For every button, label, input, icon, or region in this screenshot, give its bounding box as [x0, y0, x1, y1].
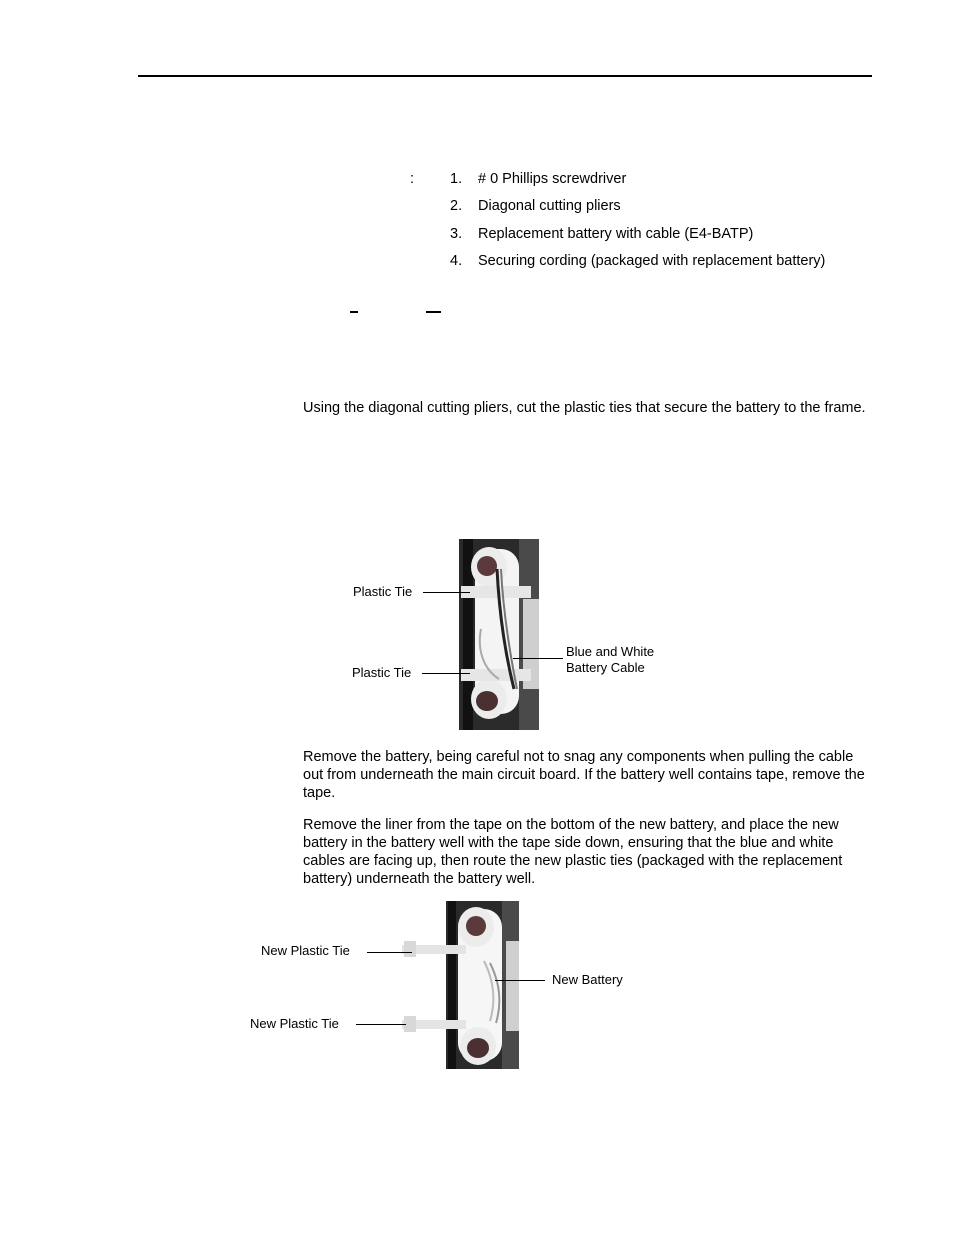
step-remove-battery: Remove the battery, being careful not to snag any components when pulling the cable out from underneath the main circuit board. If the battery well contains tape, remove the tape.: [303, 749, 865, 801]
tools-list-item: [450, 171, 825, 198]
tools-list-item: [450, 198, 825, 225]
step-place-new: Remove the liner from the tape on the bottom of the new battery, and place the new battery in the battery well with the tape side down, ensuring that the blue and white cables are facing up, then route the new plastic ties (packaged with the replacement battery) underneath the battery well.: [303, 817, 843, 887]
tools-colon: :: [410, 171, 415, 187]
tool-number: 1.: [450, 171, 463, 187]
underline-mark: [350, 311, 358, 313]
leader-line: [495, 980, 545, 981]
tools-list: [450, 171, 825, 280]
leader-line: [422, 673, 470, 674]
header-rule: [138, 75, 872, 77]
tool-number: 2.: [450, 198, 463, 215]
tool-text: Diagonal cutting pliers: [478, 198, 621, 215]
tool-number: 3.: [450, 225, 463, 242]
underline-mark: [426, 311, 441, 313]
tool-number: 4.: [450, 252, 463, 269]
tool-text: Securing cording (packaged with replacement battery): [478, 252, 826, 269]
leader-line: [356, 1024, 406, 1025]
tool-text: Replacement battery with cable (E4-BATP): [478, 225, 754, 242]
step-cut-ties: Using the diagonal cutting pliers, cut the plastic ties that secure the battery to the frame.: [303, 400, 866, 416]
label-new-battery: New Battery: [552, 972, 623, 987]
leader-line: [423, 592, 470, 593]
label-new-plastic-tie-top: New Plastic Tie: [261, 943, 350, 958]
tools-list-item: [450, 253, 825, 280]
battery-photo-old: [459, 539, 539, 730]
leader-line: [513, 658, 563, 659]
tool-text: # 0 Phillips screwdriver: [478, 171, 627, 187]
label-plastic-tie-top: Plastic Tie: [353, 584, 413, 599]
battery-photo-new: [398, 901, 519, 1069]
label-cable-line1: Blue and White: [566, 644, 655, 659]
label-cable-line2: Battery Cable: [566, 660, 645, 675]
leader-line: [367, 952, 412, 953]
tools-list-item: [450, 226, 825, 253]
label-new-plastic-tie-bottom: New Plastic Tie: [250, 1016, 339, 1031]
label-plastic-tie-bottom: Plastic Tie: [352, 665, 412, 680]
